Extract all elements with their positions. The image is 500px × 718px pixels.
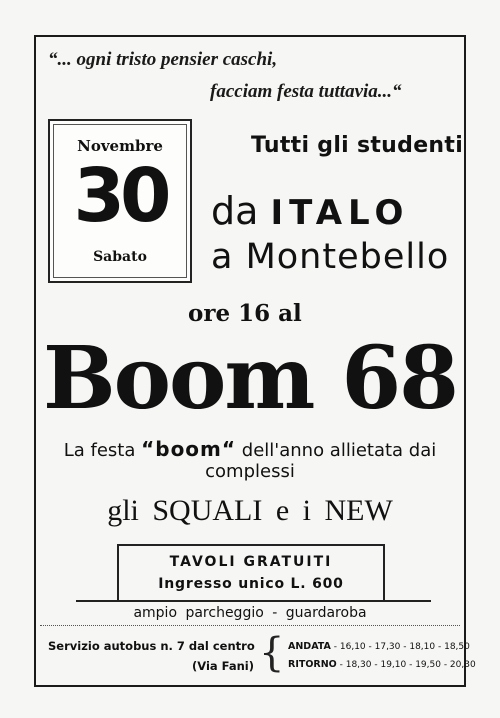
montebello-line: a Montebello [211,237,450,277]
event-title: Boom 68 [42,328,458,429]
outbound-times: - 16,10 - 17,30 - 18,10 - 18,50 [333,642,470,652]
date-box [48,119,192,283]
extras-line: ampio parcheggio - guardaroba [133,605,367,621]
description-pre: La festa [63,440,142,461]
description-highlight: “boom“ [141,437,237,461]
from-line [211,189,409,233]
date-weekday: Sabato [93,249,147,265]
return-times: - 18,30 - 19,10 - 19,50 - 20,30 [339,660,476,670]
italo-name: ITALO [270,193,410,233]
entry-price: Ingresso unico L. 600 [158,576,344,592]
ticket-underline [76,600,431,602]
students-heading: Tutti gli studenti [251,133,464,158]
quote-line-1: “... ogni tristo pensier caschi, [48,49,278,70]
ticket-box [117,544,385,602]
return-label: RITORNO [288,659,337,670]
dotted-divider [40,625,460,626]
bands-line: gli SQUALI e i NEW [107,494,393,527]
description-line-1 [36,437,464,461]
outbound-label: ANDATA [288,641,331,652]
bus-via: (Via Fani) [192,659,254,673]
event-time: ore 16 al [188,300,302,327]
description-line-2: complessi [205,461,295,482]
quote-line-2: facciam festa tuttavia...“ [210,81,402,102]
bus-service: Servizio autobus n. 7 dal centro [48,639,255,653]
schedule-outbound [288,641,470,652]
schedule-return [288,659,476,670]
date-month: Novembre [77,137,163,155]
brace-icon: { [259,630,285,676]
from-word: da [211,189,259,233]
date-day: 30 [73,153,167,239]
description-post: dell'anno allietata dai [236,440,437,461]
poster [34,35,476,687]
free-tables: TAVOLI GRATUITI [169,554,333,570]
